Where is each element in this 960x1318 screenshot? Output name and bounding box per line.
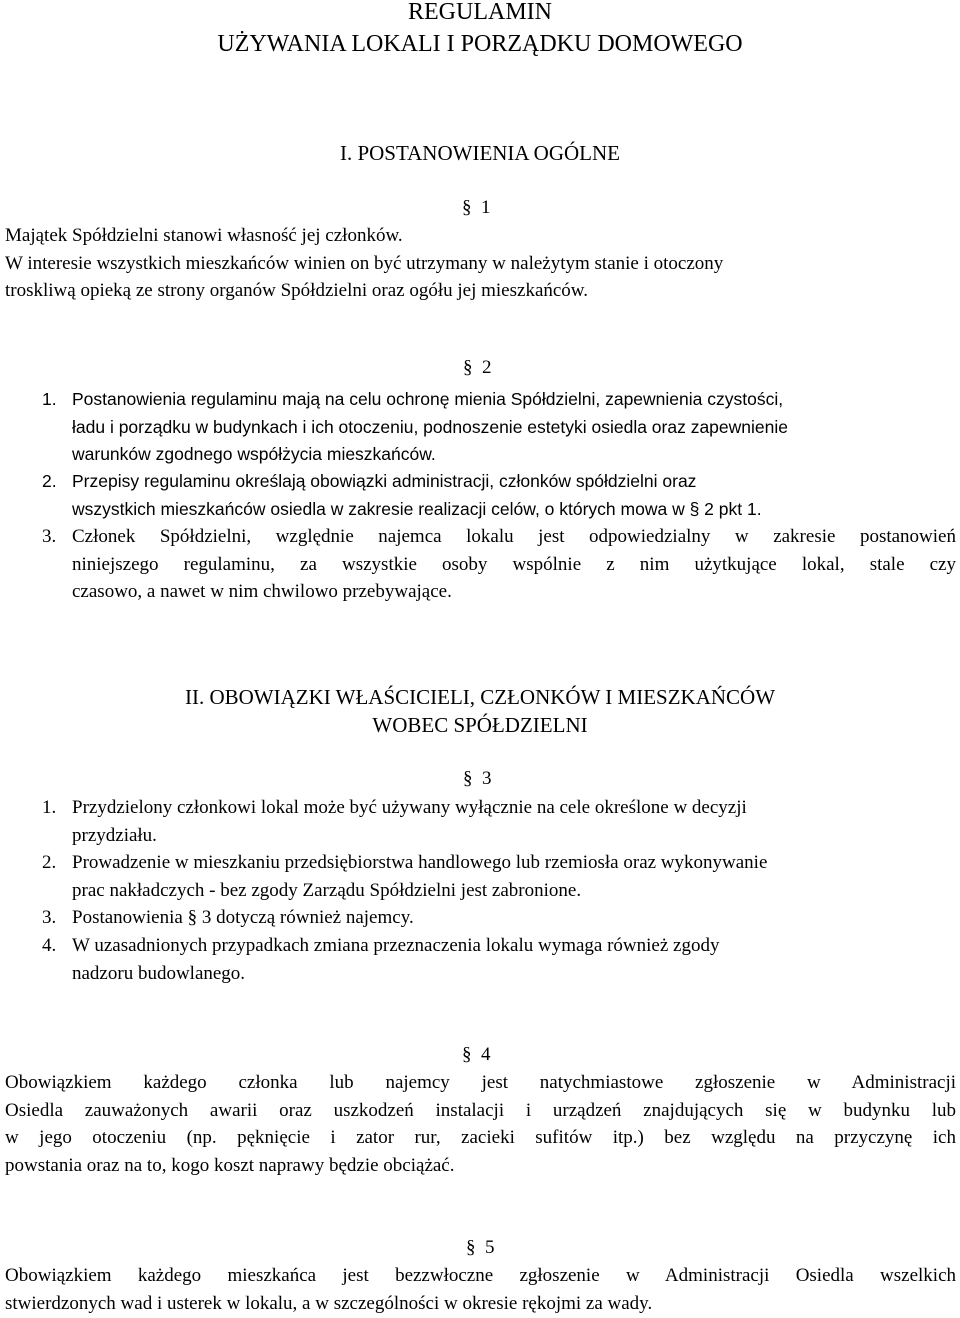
- text-line: ładu i porządku w budynkach i ich otoczeniu, podnoszenie estetyki osiedla oraz zapewnienie: [72, 416, 788, 437]
- item-number: 2.: [42, 471, 57, 491]
- item-text: [72, 468, 956, 523]
- text-line: w jego otoczeniu (np. pęknięcie i zator rur, zacieki sufitów itp.) bez względu na przyczynę ich: [5, 1127, 956, 1148]
- text-line: niniejszego regulaminu, za wszystkie osoby wspólnie z nim użytkujące lokal, stale czy: [72, 553, 956, 575]
- section-symbol: §: [463, 357, 473, 378]
- section-symbol: §: [462, 1044, 472, 1065]
- item-text: [72, 849, 956, 904]
- document-title-line-1: REGULAMIN: [408, 0, 552, 25]
- item-number: 3.: [42, 907, 57, 928]
- section-1-heading: I. POSTANOWIENIA OGÓLNE: [339, 141, 621, 165]
- text-line: Obowiązkiem każdego członka lub najemcy jest natychmiastowe zgłoszenie w Administracji: [5, 1072, 956, 1093]
- text-line: Członek Spółdzielni, względnie najemca lokalu jest odpowiedzialny w zakresie postanowień: [72, 526, 956, 547]
- section-symbol: §: [463, 768, 473, 789]
- text-line: W uzasadnionych przypadkach zmiana przeznaczenia lokalu wymaga również zgody: [72, 935, 720, 956]
- text-line: stwierdzonych wad i usterek w lokalu, a w szczególności w okresie rękojmi za wady.: [5, 1292, 653, 1314]
- text-line: powstania oraz na to, kogo koszt naprawy będzie obciążać.: [5, 1154, 455, 1176]
- text-line: Postanowienia regulaminu mają na celu ochronę mienia Spółdzielni, zapewnienia czystości,: [72, 389, 784, 409]
- section-symbol: §: [466, 1237, 476, 1258]
- text-line: Osiedla zauważonych awarii oraz uszkodzeń instalacji i urządzeń znajdujących się w budynku lub: [5, 1099, 956, 1121]
- item-text: [72, 932, 956, 987]
- text-line: troskliwą opieką ze strony organów Spółdzielni oraz ogółu jej mieszkańców.: [5, 280, 589, 301]
- text-line: nadzoru budowlanego.: [72, 962, 246, 984]
- text-line: prac nakładczych - bez zgody Zarządu Spółdzielni jest zabronione.: [72, 879, 582, 901]
- text-line: W interesie wszystkich mieszkańców winien on być utrzymany w należytym stanie i otoczony: [5, 252, 724, 274]
- text-line: Przydzielony członkowi lokal może być używany wyłącznie na cele określone w decyzji: [72, 797, 747, 818]
- text-line: Przepisy regulaminu określają obowiązki administracji, członków spółdzielni oraz: [72, 471, 697, 491]
- paragraph-1-text: [5, 222, 956, 305]
- item-number: 1.: [42, 389, 57, 409]
- paragraph-number: 1: [481, 197, 491, 218]
- text-line: Postanowienia § 3 dotyczą również najemcy.: [72, 907, 414, 928]
- text-line: warunków zgodnego współżycia mieszkańców.: [72, 444, 436, 464]
- text-line: przydziału.: [72, 824, 157, 846]
- paragraph-number: 5: [485, 1237, 495, 1258]
- text-line: czasowo, a nawet w nim chwilowo przebywające.: [72, 581, 452, 602]
- text-line: Majątek Spółdzielni stanowi własność jej członków.: [5, 225, 403, 246]
- item-number: 1.: [42, 797, 57, 818]
- paragraph-number: 2: [482, 357, 492, 378]
- section-2-heading-line-1: II. OBOWIĄZKI WŁAŚCICIELI, CZŁONKÓW I MIESZKAŃCÓW: [184, 685, 776, 709]
- paragraph-number: 3: [482, 768, 492, 789]
- item-number: 4.: [42, 935, 57, 956]
- text-line: Prowadzenie w mieszkaniu przedsiębiorstwa handlowego lub rzemiosła oraz wykonywanie: [72, 852, 768, 873]
- text-line: wszystkich mieszkańców osiedla w zakresie realizacji celów, o których mowa w § 2 pkt 1.: [72, 498, 762, 519]
- item-text: [72, 523, 956, 606]
- item-text: [72, 904, 956, 932]
- item-number: 2.: [42, 852, 57, 873]
- item-text: [72, 386, 956, 469]
- text-line: Obowiązkiem każdego mieszkańca jest bezzwłoczne zgłoszenie w Administracji Osiedla wszelkich: [5, 1265, 956, 1286]
- paragraph-number: 4: [481, 1044, 491, 1065]
- section-symbol: §: [462, 197, 472, 218]
- document-title-line-2: UŻYWANIA LOKALI I PORZĄDKU DOMOWEGO: [217, 31, 743, 57]
- section-2-heading-line-2: WOBEC SPÓŁDZIELNI: [372, 713, 588, 737]
- item-text: [72, 794, 956, 849]
- item-number: 3.: [42, 526, 57, 547]
- paragraph-5-text: [5, 1262, 956, 1317]
- paragraph-4-text: [5, 1069, 956, 1179]
